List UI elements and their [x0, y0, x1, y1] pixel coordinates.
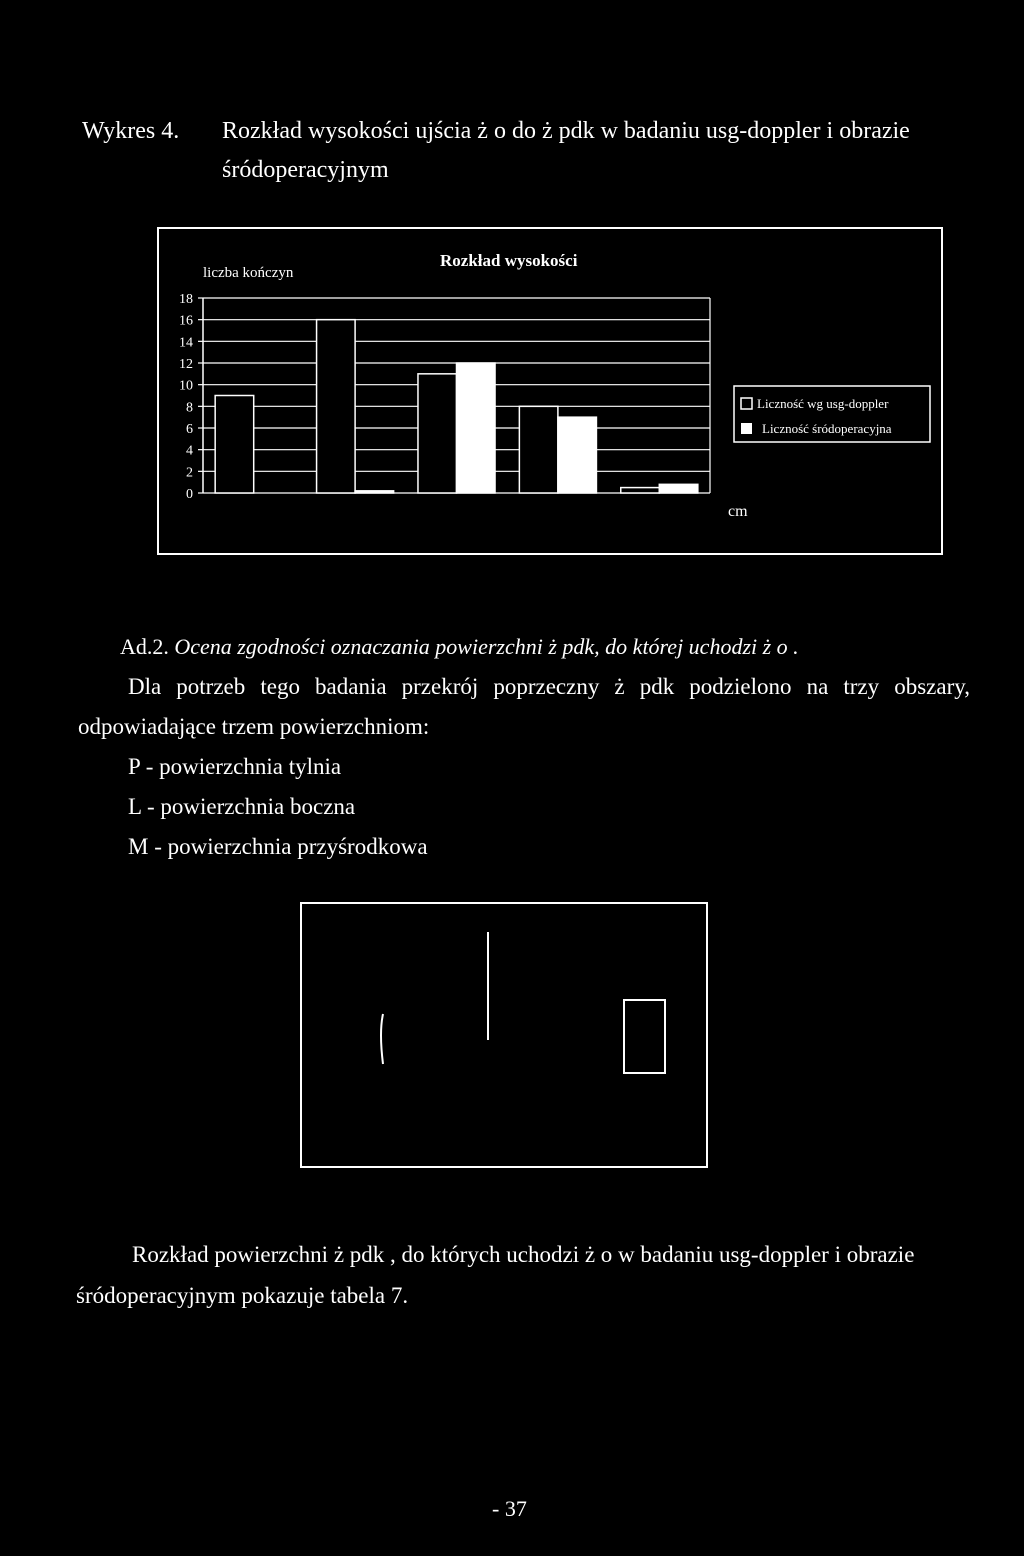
- y-axis-label: liczba kończyn: [203, 265, 294, 281]
- closing-line1: Rozkład powierzchni ż pdk , do których uchodzi ż o w badaniu usg-doppler i obrazie: [132, 1242, 915, 1267]
- cross-section-marks: [302, 904, 706, 1166]
- chart-legend: [734, 386, 930, 442]
- paragraph-line1: Dla potrzeb tego badania przekrój poprzeczny ż pdk podzielono na trzy obszary,: [128, 674, 970, 699]
- figure-label: Wykres 4.: [82, 118, 180, 144]
- y-tick-label: 4: [186, 443, 193, 459]
- definition-item: P - powierzchnia tylnia: [128, 754, 342, 779]
- legend-label-usg: Liczność wg usg-doppler: [757, 396, 889, 411]
- legend-label-srodoperacyjna: Liczność śródoperacyjna: [762, 421, 892, 436]
- y-tick-label: 10: [179, 378, 193, 394]
- section-number: Ad.2.: [120, 634, 169, 659]
- bar-usg-doppler: [621, 488, 660, 493]
- bar-srodoperacyjna: [558, 417, 597, 493]
- bar-usg-doppler: [519, 406, 558, 493]
- closing-line2: śródoperacyjnym pokazuje tabela 7.: [76, 1283, 409, 1308]
- section-title: Ocena zgodności oznaczania powierzchni ż pdk, do której uchodzi ż o .: [174, 634, 799, 659]
- x-axis-label: cm: [728, 503, 748, 520]
- legend-swatch-srodoperacyjna: [741, 423, 752, 434]
- chart-title: Rozkład wysokości: [440, 251, 578, 270]
- right-region-rect: [624, 1000, 665, 1073]
- paragraph-line2: odpowiadające trzem powierzchniom:: [78, 714, 430, 739]
- legend-swatch-usg: [741, 398, 752, 409]
- y-tick-label: 14: [179, 335, 193, 351]
- y-tick-label: 6: [186, 422, 193, 437]
- bar-usg-doppler: [418, 374, 457, 493]
- bar-srodoperacyjna: [457, 363, 496, 493]
- definition-item: M - powierzchnia przyśrodkowa: [128, 834, 428, 859]
- y-tick-label: 2: [186, 465, 193, 481]
- y-tick-label: 8: [186, 400, 193, 416]
- bar-srodoperacyjna: [659, 484, 698, 493]
- y-tick-label: 18: [179, 292, 193, 307]
- bar-srodoperacyjna: [355, 491, 394, 493]
- bar-chart: [0, 0, 1024, 600]
- bar-usg-doppler: [317, 320, 356, 493]
- left-region-mark: [381, 1014, 383, 1064]
- figure-caption-line1: Rozkład wysokości ujścia ż o do ż pdk w badaniu usg-doppler i obrazie: [222, 118, 910, 144]
- figure-caption-line2: śródoperacyjnym: [222, 157, 389, 183]
- bar-usg-doppler: [215, 396, 254, 494]
- section-heading: [120, 634, 799, 660]
- definition-item: L - powierzchnia boczna: [128, 794, 356, 819]
- y-tick-label: 12: [179, 357, 193, 372]
- y-tick-label: 16: [179, 313, 193, 329]
- y-tick-label: 0: [186, 487, 193, 502]
- page-number: - 37: [492, 1496, 527, 1521]
- cross-section-diagram: [300, 902, 708, 1168]
